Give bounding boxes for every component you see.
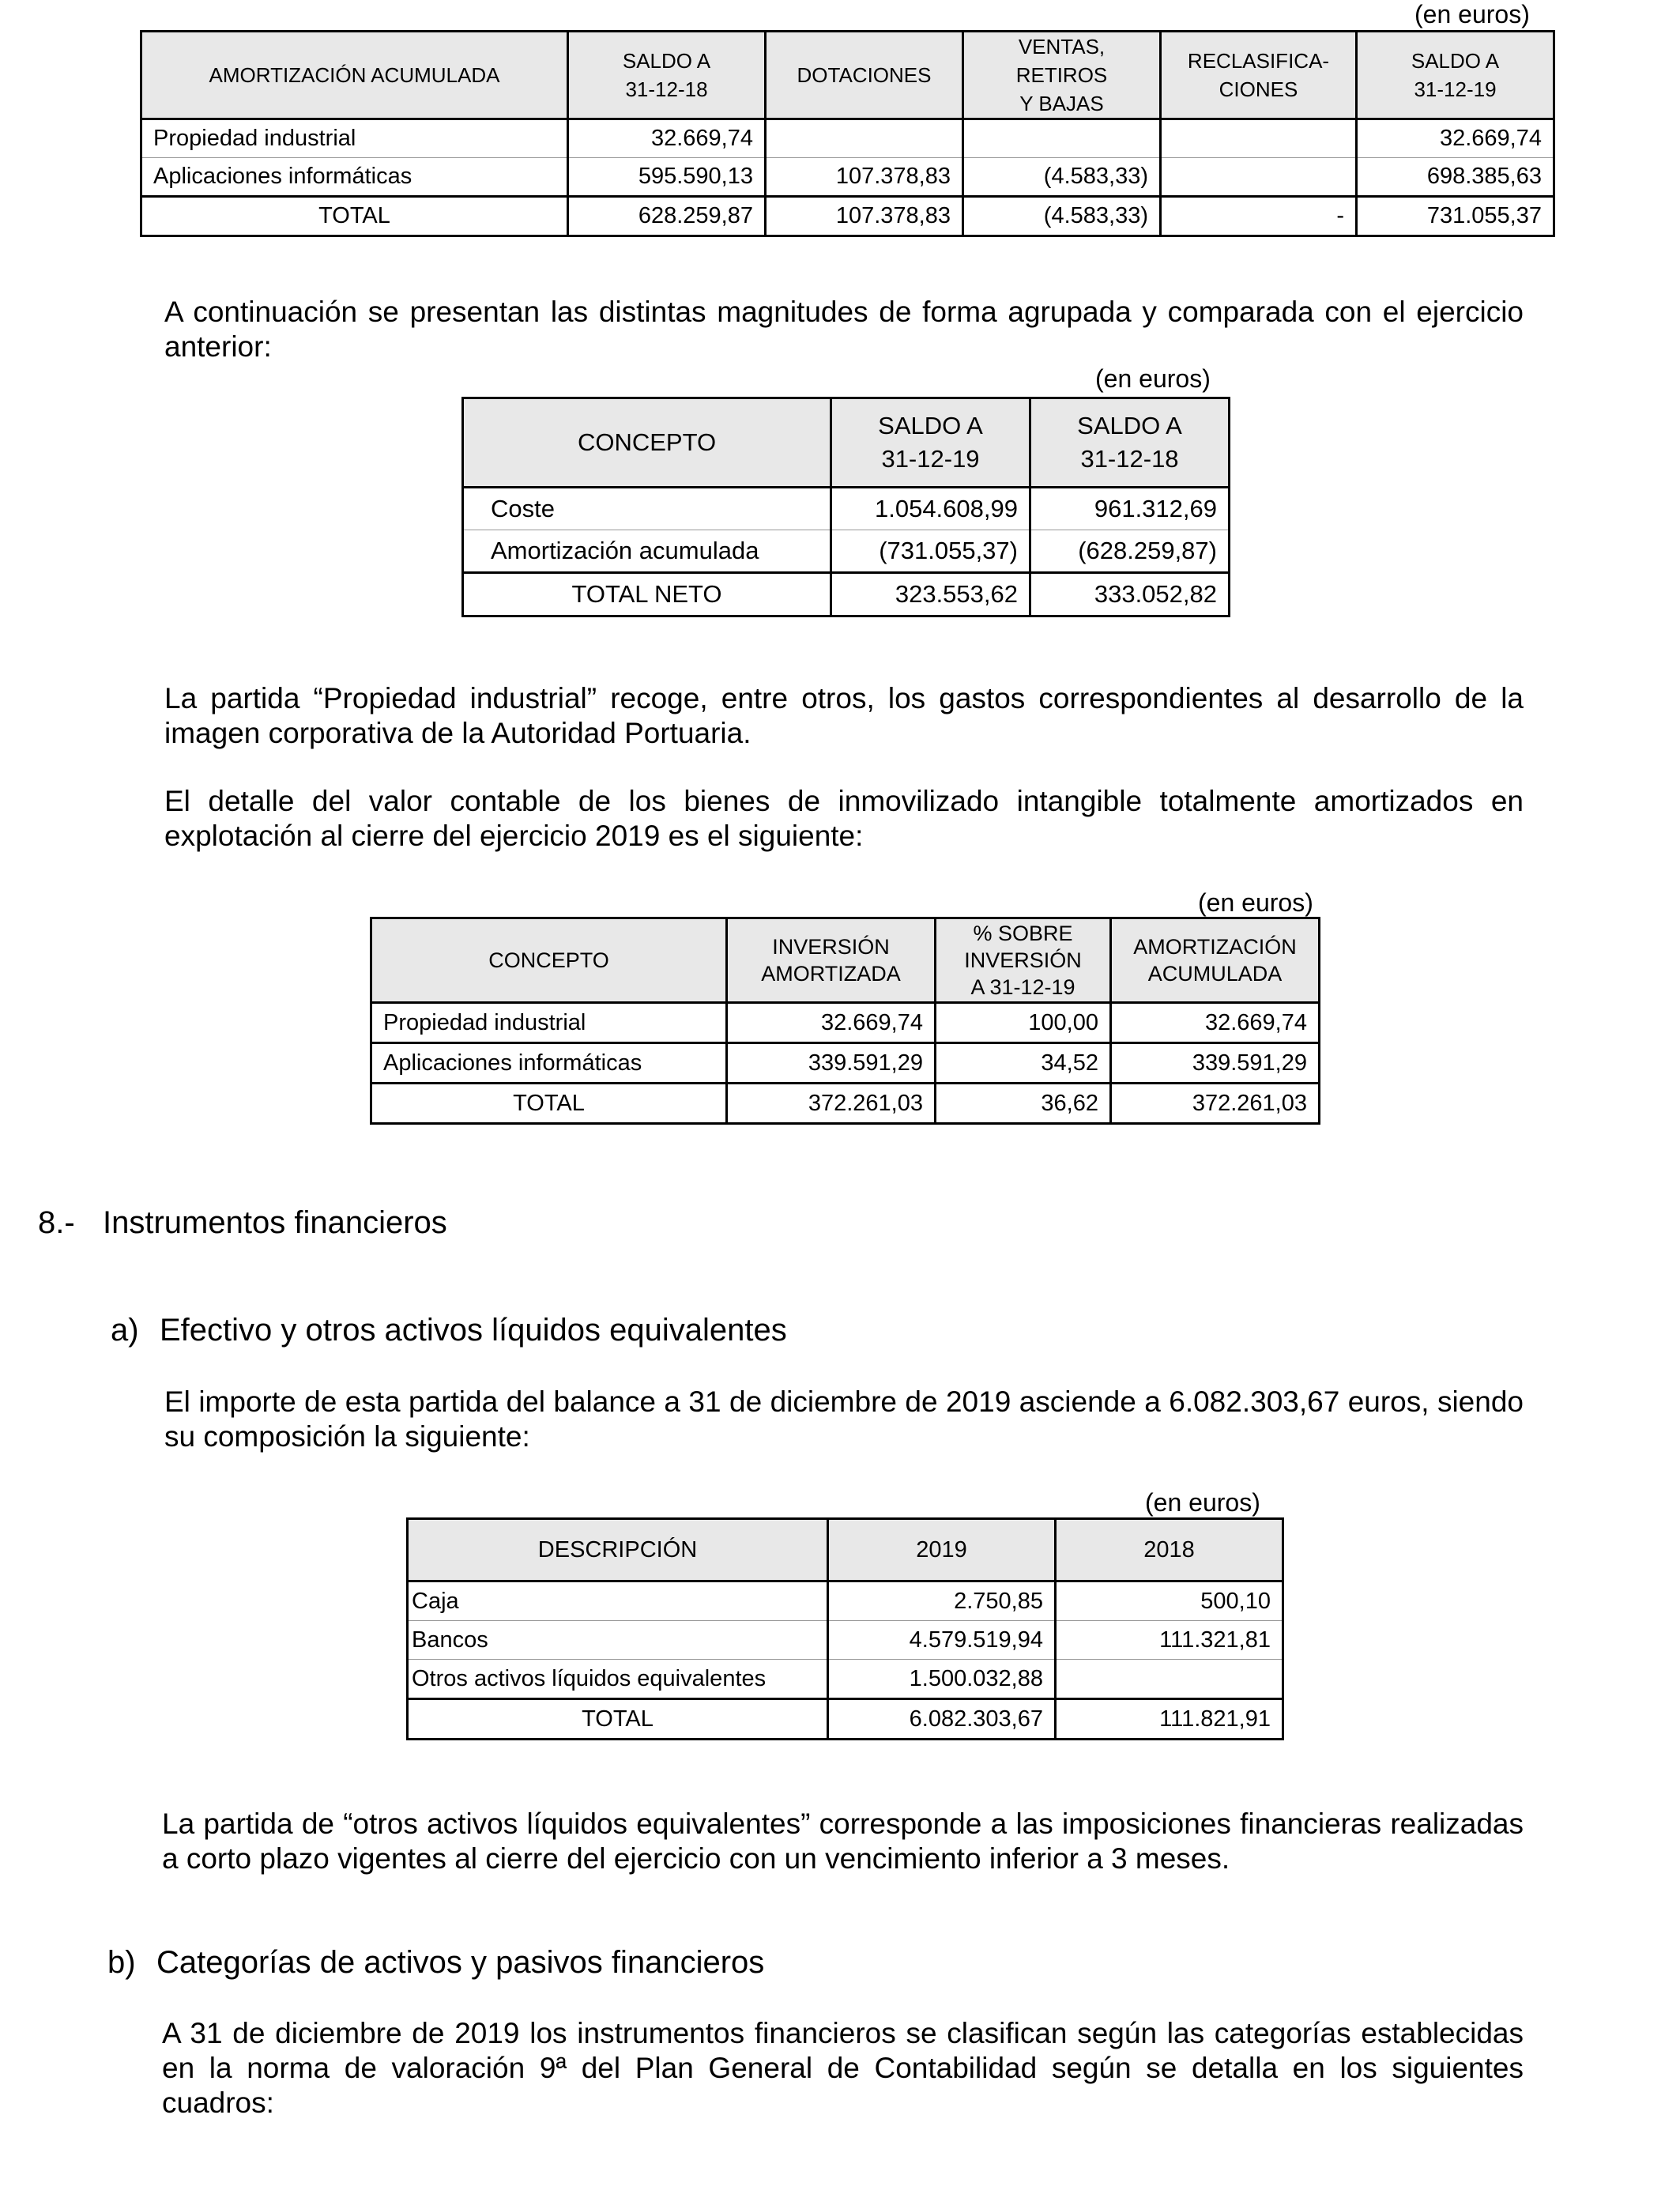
col-header: 2019 — [828, 1519, 1056, 1581]
col-header: SALDO A 31-12-19 — [1357, 32, 1554, 119]
col-header: SALDO A 31-12-18 — [568, 32, 766, 119]
col-header: INVERSIÓN AMORTIZADA — [727, 918, 936, 1003]
cell: 6.082.303,67 — [828, 1699, 1056, 1740]
cell: 1.054.608,99 — [831, 488, 1030, 530]
cell: 36,62 — [936, 1084, 1111, 1124]
cell — [1056, 1660, 1283, 1699]
row-label: TOTAL — [408, 1699, 828, 1740]
cell: 333.052,82 — [1030, 573, 1230, 616]
table-row — [141, 158, 1554, 197]
cell: - — [1161, 197, 1357, 236]
table-row — [408, 1621, 1283, 1660]
cell: 323.553,62 — [831, 573, 1030, 616]
paragraph: El importe de esta partida del balance a 31 de diciembre de 2019 asciende a 6.082.303,67 euros, siendo su composición la siguiente: — [164, 1385, 1524, 1453]
row-label: TOTAL — [141, 197, 568, 236]
col-header: SALDO A 31-12-18 — [1030, 398, 1230, 488]
unit-label: (en euros) — [1145, 1488, 1260, 1517]
grouped-magnitudes-table — [461, 397, 1230, 617]
cell: (628.259,87) — [1030, 530, 1230, 573]
cell — [766, 119, 963, 158]
row-label: TOTAL NETO — [463, 573, 831, 616]
cell: 34,52 — [936, 1043, 1111, 1084]
cell: 372.261,03 — [727, 1084, 936, 1124]
row-label: Aplicaciones informáticas — [141, 158, 568, 197]
row-label: Aplicaciones informáticas — [371, 1043, 727, 1084]
unit-label: (en euros) — [1198, 888, 1313, 917]
cell: 731.055,37 — [1357, 197, 1554, 236]
col-header: SALDO A 31-12-19 — [831, 398, 1030, 488]
amortization-movement-table — [140, 30, 1555, 237]
col-header: DOTACIONES — [766, 32, 963, 119]
cell: (4.583,33) — [963, 158, 1161, 197]
paragraph: A continuación se presentan las distintas magnitudes de forma agrupada y comparada con el ejercicio anterior: — [164, 296, 1524, 363]
cell: 2.750,85 — [828, 1581, 1056, 1621]
cell: 4.579.519,94 — [828, 1621, 1056, 1660]
section-title: Instrumentos financieros — [103, 1205, 447, 1240]
cell: 111.821,91 — [1056, 1699, 1283, 1740]
section-number: 8.- — [38, 1205, 75, 1240]
unit-label: (en euros) — [1095, 364, 1211, 393]
col-header: CONCEPTO — [463, 398, 831, 488]
total-row — [141, 197, 1554, 236]
paragraph: La partida “Propiedad industrial” recoge, entre otros, los gastos correspondientes al desarrollo de la imagen corporativa de la Autoridad Portuaria. — [164, 682, 1524, 749]
cell: 107.378,83 — [766, 158, 963, 197]
subsection-title: Categorías de activos y pasivos financieros — [156, 1945, 765, 1980]
total-row — [371, 1084, 1320, 1124]
cell — [963, 119, 1161, 158]
row-label: Propiedad industrial — [371, 1003, 727, 1043]
cell: 698.385,63 — [1357, 158, 1554, 197]
cell: 32.669,74 — [727, 1003, 936, 1043]
cell: 595.590,13 — [568, 158, 766, 197]
cell: 500,10 — [1056, 1581, 1283, 1621]
table-row — [408, 1660, 1283, 1699]
subsection-label: a) — [111, 1313, 139, 1348]
cell: 100,00 — [936, 1003, 1111, 1043]
unit-label: (en euros) — [1414, 0, 1530, 28]
table-row — [408, 1581, 1283, 1621]
fully-amortized-table — [370, 917, 1320, 1125]
cell: 32.669,74 — [1111, 1003, 1320, 1043]
table-row — [463, 530, 1230, 573]
cell: 32.669,74 — [568, 119, 766, 158]
cell: 339.591,29 — [727, 1043, 936, 1084]
col-header: DESCRIPCIÓN — [408, 1519, 828, 1581]
subsection-label: b) — [107, 1945, 136, 1980]
paragraph: A 31 de diciembre de 2019 los instrumentos financieros se clasifican según las categorías establecidas en la norma de valoración 9ª del Plan General de Contabilidad según se detalla en los siguientes cuadros: — [162, 2017, 1524, 2119]
cash-equivalents-table — [406, 1517, 1284, 1740]
row-label: Caja — [408, 1581, 828, 1621]
table-row — [371, 1043, 1320, 1084]
paragraph: El detalle del valor contable de los bienes de inmovilizado intangible totalmente amortizados en explotación al cierre del ejercicio 2019 es el siguiente: — [164, 785, 1524, 852]
col-header: VENTAS, RETIROS Y BAJAS — [963, 32, 1161, 119]
cell: 339.591,29 — [1111, 1043, 1320, 1084]
cell — [1161, 119, 1357, 158]
cell: 107.378,83 — [766, 197, 963, 236]
col-header: AMORTIZACIÓN ACUMULADA — [141, 32, 568, 119]
row-label: Bancos — [408, 1621, 828, 1660]
table-row — [141, 119, 1554, 158]
row-label: Amortización acumulada — [463, 530, 831, 573]
row-label: Otros activos líquidos equivalentes — [408, 1660, 828, 1699]
col-header: CONCEPTO — [371, 918, 727, 1003]
cell: 372.261,03 — [1111, 1084, 1320, 1124]
cell: 111.321,81 — [1056, 1621, 1283, 1660]
col-header: AMORTIZACIÓN ACUMULADA — [1111, 918, 1320, 1003]
cell: (731.055,37) — [831, 530, 1030, 573]
cell: 628.259,87 — [568, 197, 766, 236]
row-label: Propiedad industrial — [141, 119, 568, 158]
total-row — [463, 573, 1230, 616]
col-header: RECLASIFICA- CIONES — [1161, 32, 1357, 119]
table-row — [463, 488, 1230, 530]
paragraph: La partida de “otros activos líquidos equivalentes” corresponde a las imposiciones financieras realizadas a corto plazo vigentes al cierre del ejercicio con un vencimiento inferior a 3 meses. — [162, 1808, 1524, 1875]
col-header: 2018 — [1056, 1519, 1283, 1581]
cell: 32.669,74 — [1357, 119, 1554, 158]
cell: 961.312,69 — [1030, 488, 1230, 530]
row-label: Coste — [463, 488, 831, 530]
table-row — [371, 1003, 1320, 1043]
cell: 1.500.032,88 — [828, 1660, 1056, 1699]
subsection-title: Efectivo y otros activos líquidos equivalentes — [160, 1313, 787, 1348]
total-row — [408, 1699, 1283, 1740]
cell — [1161, 158, 1357, 197]
row-label: TOTAL — [371, 1084, 727, 1124]
col-header: % SOBRE INVERSIÓN A 31-12-19 — [936, 918, 1111, 1003]
cell: (4.583,33) — [963, 197, 1161, 236]
